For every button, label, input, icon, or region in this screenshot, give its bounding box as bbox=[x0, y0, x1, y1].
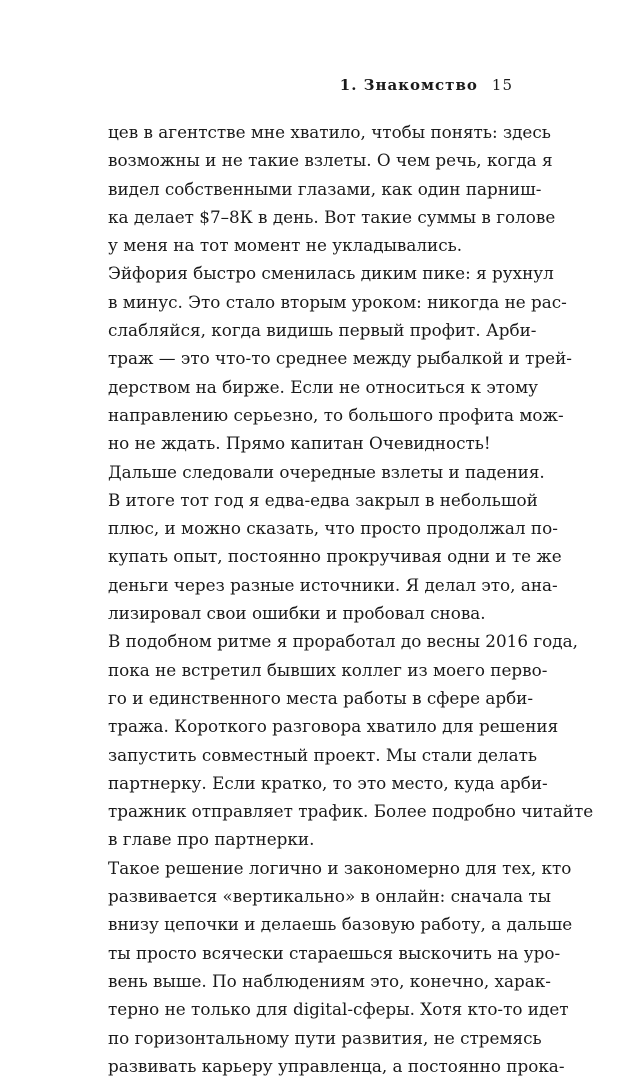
text-line: у меня на тот момент не укладывались. bbox=[108, 235, 463, 256]
text-line: терно не только для digital-сферы. Хотя кто-то идет bbox=[108, 999, 569, 1020]
text-line: В подобном ритме я проработал до весны 2016 года, bbox=[108, 631, 578, 652]
text-line: по горизонтальному пути развития, не стремясь bbox=[108, 1027, 542, 1048]
paragraph bbox=[108, 627, 594, 853]
text-line: видел собственными глазами, как один парниш- bbox=[108, 178, 542, 199]
body-text bbox=[108, 118, 594, 1080]
text-line: тражник отправляет трафик. Более подробно читайте bbox=[108, 801, 594, 822]
text-line: запустить совместный проект. Мы стали делать bbox=[108, 744, 538, 765]
text-line: цев в агентстве мне хватило, чтобы понять: здесь bbox=[108, 122, 551, 142]
paragraph bbox=[108, 259, 572, 457]
text-line: тража. Короткого разговора хватило для решения bbox=[108, 716, 559, 737]
text-line: развивать карьеру управленца, а постоянно прока- bbox=[108, 1055, 565, 1076]
text-line: пока не встретил бывших коллег из моего перво- bbox=[108, 659, 548, 680]
text-line: плюс, и можно сказать, что просто продолжал по- bbox=[108, 518, 558, 539]
text-line: траж — это что-то среднее между рыбалкой и трей- bbox=[108, 348, 572, 369]
text-line: В итоге тот год я едва-едва закрыл в небольшой bbox=[108, 489, 538, 510]
paragraph bbox=[108, 118, 556, 259]
text-line: купать опыт, постоянно прокручивая одни и те же bbox=[108, 546, 562, 567]
text-line: Дальше следовали очередные взлеты и падения. bbox=[108, 461, 545, 482]
text-line: в минус. Это стало вторым уроком: никогда не рас- bbox=[108, 291, 567, 312]
text-line: Эйфория быстро сменилась диким пике: я рухнул bbox=[108, 263, 554, 284]
text-line: ты просто всячески стараешься выскочить на уро- bbox=[108, 942, 561, 963]
text-line: развивается «вертикально» в онлайн: сначала ты bbox=[108, 886, 551, 907]
text-line: Такое решение логично и закономерно для тех, кто bbox=[108, 857, 572, 878]
page-number: 15 bbox=[491, 76, 513, 94]
text-line: но не ждать. Прямо капитан Очевидность! bbox=[108, 433, 491, 454]
running-head bbox=[340, 76, 513, 94]
paragraph bbox=[108, 854, 573, 1080]
text-line: слабляйся, когда видишь первый профит. Арби- bbox=[108, 320, 537, 341]
paragraph bbox=[108, 458, 562, 628]
text-line: деньги через разные источники. Я делал это, ана- bbox=[108, 574, 558, 595]
text-line: направлению серьезно, то большого профита мож- bbox=[108, 404, 564, 425]
text-line: вень выше. По наблюдениям это, конечно, харак- bbox=[108, 970, 551, 991]
text-line: внизу цепочки и делаешь базовую работу, а дальше bbox=[108, 914, 573, 935]
text-line: лизировал свои ошибки и пробовал снова. bbox=[108, 603, 486, 624]
text-line: го и единственного места работы в сфере арби- bbox=[108, 687, 534, 708]
text-line: дерством на бирже. Если не относиться к этому bbox=[108, 376, 539, 397]
text-line: в главе про партнерки. bbox=[108, 829, 315, 850]
chapter-title: 1. Знакомство bbox=[339, 76, 478, 94]
text-line: возможны и не такие взлеты. О чем речь, когда я bbox=[108, 150, 553, 171]
text-line: ка делает $7–8К в день. Вот такие суммы в голове bbox=[108, 206, 556, 227]
text-line: партнерку. Если кратко, то это место, куда арби- bbox=[108, 772, 548, 793]
